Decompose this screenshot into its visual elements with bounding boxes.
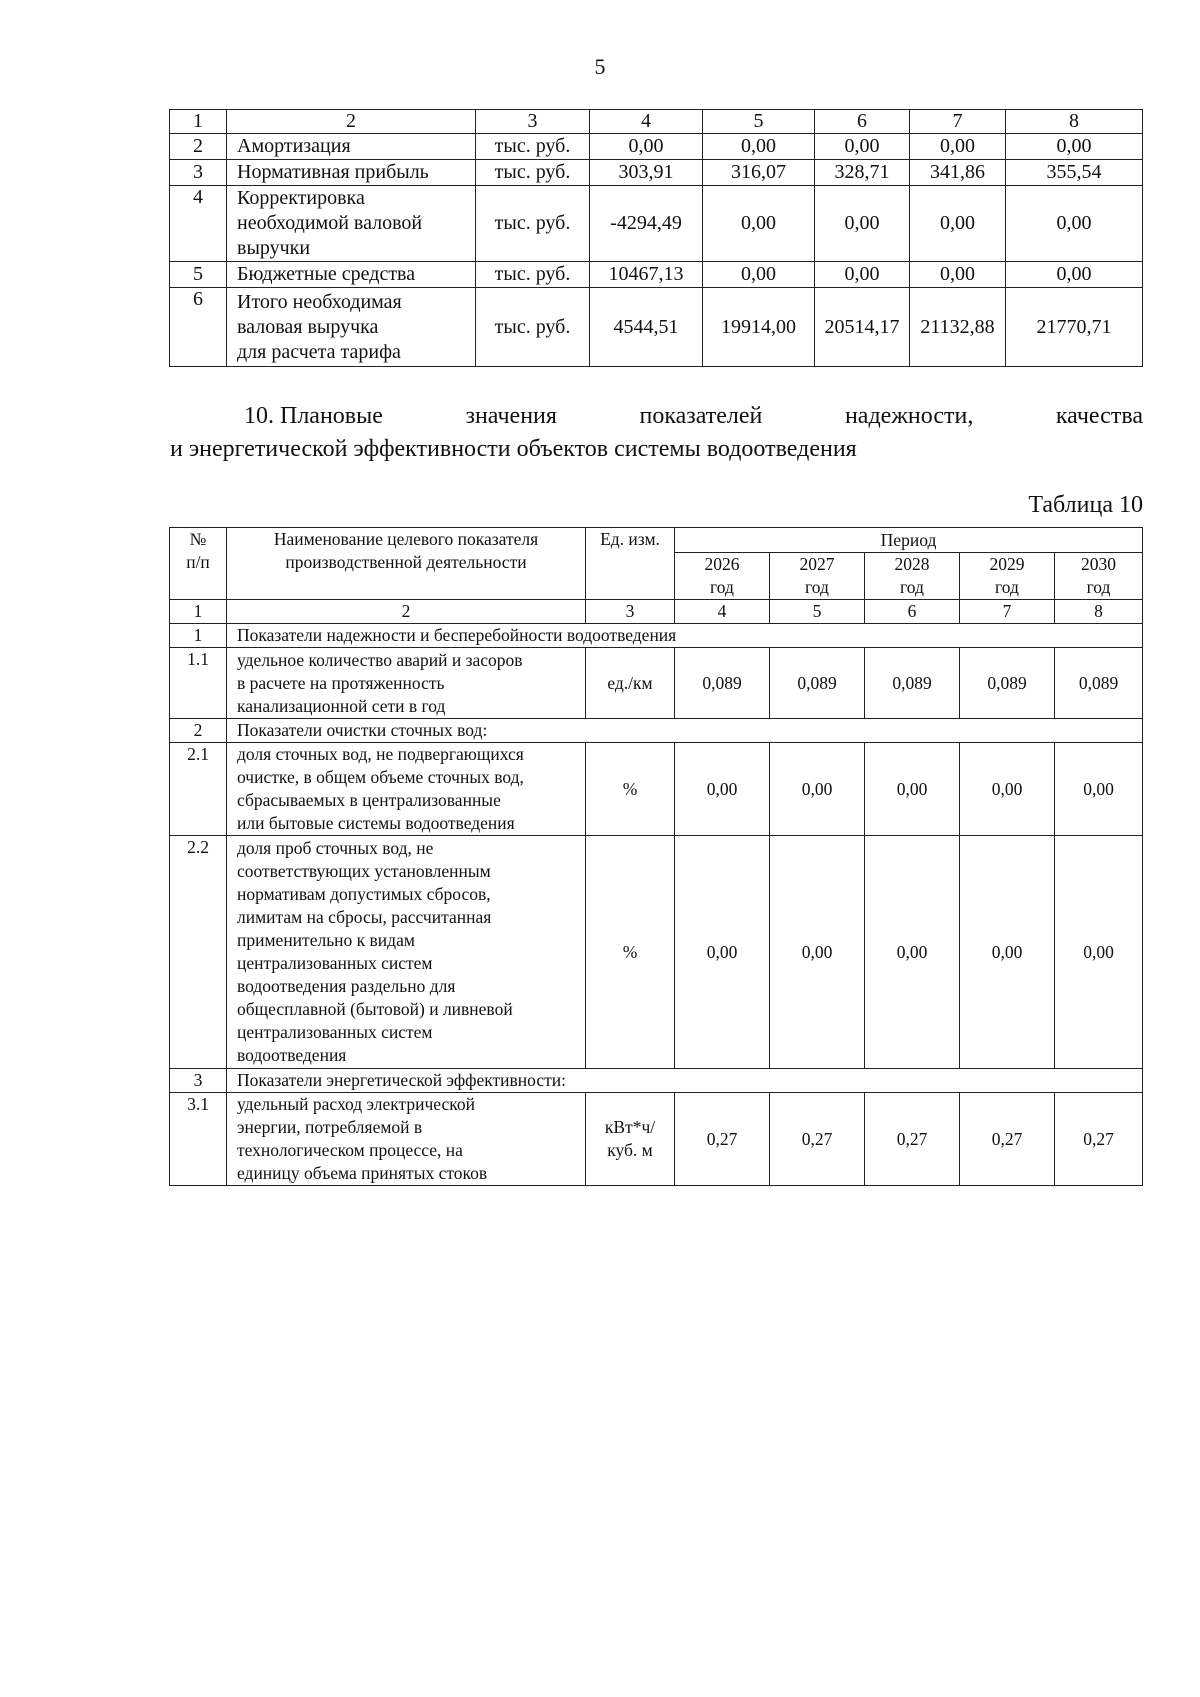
row-value: 0,00 [960, 836, 1055, 1069]
row-name-line: общесплавной (бытовой) и ливневой [237, 999, 513, 1019]
unit-line: кВт*ч/ [604, 1117, 656, 1137]
row-value: 0,089 [865, 648, 960, 719]
row-value: 0,00 [703, 262, 815, 288]
year-value: 2026 [704, 554, 740, 574]
col-number: 8 [1055, 600, 1143, 624]
section-number: 2 [170, 719, 227, 743]
row-number: 4 [170, 186, 227, 262]
section-row [170, 624, 1143, 648]
row-value: 316,07 [703, 160, 815, 186]
col-number: 3 [586, 600, 675, 624]
year-suffix: год [1086, 577, 1111, 597]
row-name-line: единицу объема принятых стоков [237, 1163, 488, 1183]
section-number: 1 [170, 624, 227, 648]
row-number: 2.2 [170, 836, 227, 1069]
section-number: 3 [170, 1069, 227, 1093]
year-value: 2029 [989, 554, 1025, 574]
col-number: 1 [170, 600, 227, 624]
row-value: 0,00 [590, 134, 703, 160]
heading-word: 10. Плановые [244, 403, 383, 429]
row-value: 0,00 [865, 836, 960, 1069]
header-year [960, 553, 1055, 600]
header-num-line: п/п [186, 552, 210, 572]
row-name: Нормативная прибыль [227, 160, 476, 186]
indicators-table [169, 527, 1143, 1186]
header-num [170, 528, 227, 600]
row-unit [586, 1093, 675, 1186]
col-number: 5 [703, 110, 815, 134]
row-name-line: сбрасываемых в централизованные [237, 790, 501, 810]
row-number: 2.1 [170, 743, 227, 836]
row-value: 0,00 [815, 186, 910, 262]
row-value: 0,00 [770, 836, 865, 1069]
row-value: 0,27 [770, 1093, 865, 1186]
row-number: 3.1 [170, 1093, 227, 1186]
row-value: 0,00 [1006, 186, 1143, 262]
table-row [170, 648, 1143, 719]
heading-word: значения [465, 403, 557, 429]
section-heading-line-1 [170, 400, 1143, 433]
row-value: 0,089 [1055, 648, 1143, 719]
table-row [170, 186, 1143, 262]
col-number: 1 [170, 110, 227, 134]
heading-word: качества [1055, 403, 1143, 429]
row-value: 0,00 [770, 743, 865, 836]
row-value: 4544,51 [590, 288, 703, 367]
header-name-line: Наименование целевого показателя [273, 529, 539, 549]
row-name-line: доля проб сточных вод, не [237, 838, 434, 858]
col-number: 6 [815, 110, 910, 134]
row-name [227, 186, 476, 262]
table-row [170, 160, 1143, 186]
table-row [170, 134, 1143, 160]
row-value: 328,71 [815, 160, 910, 186]
row-value: -4294,49 [590, 186, 703, 262]
col-number: 2 [227, 600, 586, 624]
col-number: 2 [227, 110, 476, 134]
col-number: 7 [910, 110, 1006, 134]
page-number: 5 [594, 54, 606, 79]
row-unit: тыс. руб. [476, 186, 590, 262]
table-label: Таблица 10 [1028, 492, 1143, 518]
row-value: 0,089 [675, 648, 770, 719]
row-value: 303,91 [590, 160, 703, 186]
row-unit: тыс. руб. [476, 160, 590, 186]
row-value: 0,00 [815, 262, 910, 288]
col-number: 4 [590, 110, 703, 134]
row-name: Амортизация [227, 134, 476, 160]
row-name-line: централизованных систем [237, 953, 433, 973]
row-unit: % [586, 743, 675, 836]
row-value: 21770,71 [1006, 288, 1143, 367]
row-value: 0,00 [1055, 836, 1143, 1069]
year-suffix: год [900, 577, 924, 597]
col-number: 4 [675, 600, 770, 624]
revenue-table [169, 109, 1143, 367]
row-value: 0,00 [910, 186, 1006, 262]
unit-line: куб. м [607, 1140, 653, 1160]
table-header-row [170, 528, 1143, 553]
year-value: 2028 [894, 554, 930, 574]
row-value: 341,86 [910, 160, 1006, 186]
row-name [227, 836, 586, 1069]
table-row [170, 836, 1143, 1069]
heading-word: показателей [639, 403, 763, 429]
row-name: Бюджетные средства [227, 262, 476, 288]
row-value: 20514,17 [815, 288, 910, 367]
row-value: 0,27 [960, 1093, 1055, 1186]
row-name-line: нормативам допустимых сбросов, [237, 884, 491, 904]
row-name-line: очистке, в общем объеме сточных вод, [237, 767, 524, 787]
row-number: 6 [170, 288, 227, 367]
row-name-line: доля сточных вод, не подвергающихся [237, 744, 524, 764]
row-value: 21132,88 [910, 288, 1006, 367]
row-name-line: водоотведения раздельно для [237, 976, 456, 996]
row-value: 10467,13 [590, 262, 703, 288]
row-name-line: выручки [237, 237, 311, 259]
col-number: 7 [960, 600, 1055, 624]
row-number: 2 [170, 134, 227, 160]
section-title: Показатели энергетической эффективности: [227, 1069, 1143, 1093]
section-title: Показатели надежности и бесперебойности водоотведения [227, 624, 1143, 648]
row-unit: тыс. руб. [476, 288, 590, 367]
row-value: 0,00 [910, 262, 1006, 288]
table-row [170, 1093, 1143, 1186]
section-row [170, 1069, 1143, 1093]
row-value: 0,00 [1006, 134, 1143, 160]
header-year [865, 553, 960, 600]
row-value: 0,00 [865, 743, 960, 836]
row-value: 0,00 [703, 134, 815, 160]
row-name-line: лимитам на сбросы, рассчитанная [237, 907, 492, 927]
row-name [227, 1093, 586, 1186]
row-name-line: для расчета тарифа [237, 340, 401, 363]
header-num-line: № [189, 529, 207, 549]
row-name-line: соответствующих установленным [237, 861, 491, 881]
col-number: 8 [1006, 110, 1143, 134]
row-value: 0,00 [815, 134, 910, 160]
row-name [227, 288, 476, 367]
row-name-line: или бытовые системы водоотведения [237, 813, 515, 833]
row-unit: ед./км [586, 648, 675, 719]
table-header-row [170, 110, 1143, 134]
header-name [227, 528, 586, 600]
header-unit: Ед. изм. [586, 528, 675, 600]
header-year [675, 553, 770, 600]
table-row [170, 262, 1143, 288]
row-name-line: водоотведения [237, 1045, 347, 1065]
row-value: 0,00 [675, 836, 770, 1069]
section-row [170, 719, 1143, 743]
row-value: 0,27 [675, 1093, 770, 1186]
row-value: 0,00 [960, 743, 1055, 836]
row-value: 0,00 [1055, 743, 1143, 836]
row-number: 3 [170, 160, 227, 186]
row-unit: тыс. руб. [476, 134, 590, 160]
column-number-row [170, 600, 1143, 624]
col-number: 6 [865, 600, 960, 624]
row-value: 0,00 [910, 134, 1006, 160]
row-value: 0,00 [675, 743, 770, 836]
row-value: 0,27 [1055, 1093, 1143, 1186]
row-value: 0,089 [960, 648, 1055, 719]
section-title: Показатели очистки сточных вод: [227, 719, 1143, 743]
row-name [227, 648, 586, 719]
col-number: 3 [476, 110, 590, 134]
row-value: 355,54 [1006, 160, 1143, 186]
row-name-line: энергии, потребляемой в [237, 1117, 423, 1137]
section-heading-line-2: и энергетической эффективности объектов системы водоотведения [170, 436, 857, 462]
row-unit: тыс. руб. [476, 262, 590, 288]
table-row [170, 288, 1143, 367]
year-suffix: год [805, 577, 829, 597]
row-name-line: необходимой валовой [237, 212, 423, 234]
row-number: 5 [170, 262, 227, 288]
row-name-line: Итого необходимая [237, 290, 402, 313]
header-period: Период [675, 528, 1143, 553]
year-value: 2027 [799, 554, 835, 574]
row-name-line: технологическом процессе, на [237, 1140, 463, 1160]
row-name-line: Корректировка [237, 187, 365, 209]
header-year [1055, 553, 1143, 600]
row-name-line: канализационной сети в год [237, 695, 446, 716]
row-name-line: удельное количество аварий и засоров [237, 649, 523, 670]
header-name-line: производственной деятельности [285, 552, 527, 572]
row-name-line: удельный расход электрической [237, 1094, 476, 1114]
table-row [170, 743, 1143, 836]
row-name-line: централизованных систем [237, 1022, 433, 1042]
year-suffix: год [710, 577, 734, 597]
col-number: 5 [770, 600, 865, 624]
row-value: 0,00 [703, 186, 815, 262]
header-year [770, 553, 865, 600]
row-name-line: в расчете на протяженность [237, 672, 445, 693]
year-value: 2030 [1081, 554, 1117, 574]
year-suffix: год [995, 577, 1019, 597]
row-name-line: валовая выручка [237, 315, 379, 338]
heading-word: надежности, [844, 403, 974, 429]
row-value: 0,089 [770, 648, 865, 719]
row-number: 1.1 [170, 648, 227, 719]
row-name-line: применительно к видам [237, 930, 415, 950]
row-value: 19914,00 [703, 288, 815, 367]
row-name [227, 743, 586, 836]
row-value: 0,27 [865, 1093, 960, 1186]
row-value: 0,00 [1006, 262, 1143, 288]
row-unit: % [586, 836, 675, 1069]
